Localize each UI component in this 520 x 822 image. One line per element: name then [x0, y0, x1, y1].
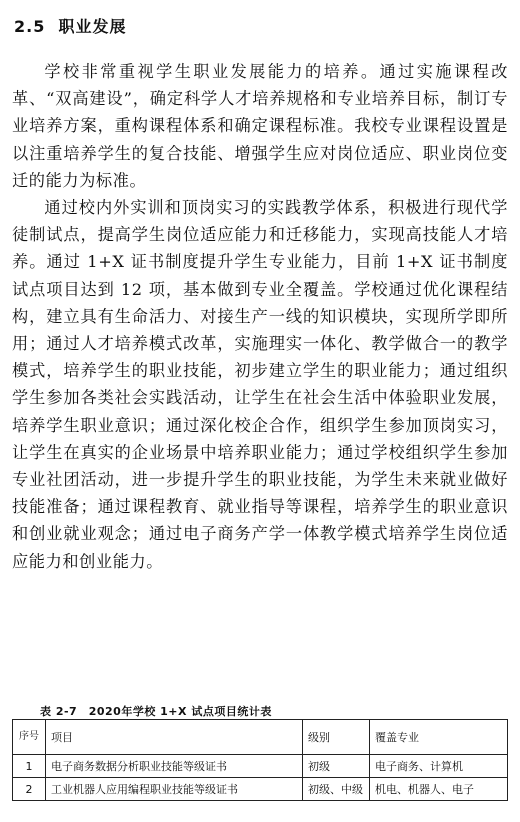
cell-item: 电子商务数据分析职业技能等级证书 [46, 755, 303, 778]
section-title: 职业发展 [58, 17, 127, 36]
section-number: 2.5 [14, 17, 46, 36]
header-level: 级别 [303, 720, 370, 755]
paragraph: 通过校内外实训和顶岗实习的实践教学体系，积极进行现代学徒制试点，提高学生岗位适应能力和迁移能力，实现高技能人才培养。通过 1+X 证书制度提升学生专业能力，目前 1+X 证书制度试点项目达到 12 项，基本做到专业全覆盖。学校通过优化课程结构，建立具有生命活力、对接生产一线的知识模块，实现所学即所用；通过人才培养模式改革，实施理实一体化、教学做合一的教学模式，培养学生的职业技能，初步建立学生的职业能力；通过组织学生参加各类社会实践活动，让学生在社会生活中体验职业发展，培养学生职业意识；通过深化校企合作，组织学生参加顶岗实习，让学生在真实的企业场景中培养职业能力；通过学校组织学生参加专业社团活动，进一步提升学生的职业技能，为学生未来就业做好技能准备；通过课程教育、就业指导等课程，培养学生的职业意识和创业就业观念；通过电子商务产学一体教学模式培养学生岗位适应能力和创业能力。 [12, 198, 508, 571]
header-item: 项目 [46, 720, 303, 755]
section-heading [14, 14, 127, 37]
table-caption: 表 2-7 2020年学校 1+X 试点项目统计表 [40, 705, 272, 718]
cell-item: 工业机器人应用编程职业技能等级证书 [46, 778, 303, 801]
header-no: 序号 [13, 720, 46, 755]
cell-level: 初级、中级 [303, 778, 370, 801]
cell-no: 1 [13, 755, 46, 778]
table-header-row [13, 720, 508, 755]
cell-majors: 电子商务、计算机 [370, 755, 508, 778]
cell-majors: 机电、机器人、电子 [370, 778, 508, 801]
pilot-projects-table [12, 719, 508, 801]
body-text [12, 58, 508, 575]
cell-level: 初级 [303, 755, 370, 778]
table-row [13, 778, 508, 801]
header-majors: 覆盖专业 [370, 720, 508, 755]
table-row [13, 755, 508, 778]
cell-no: 2 [13, 778, 46, 801]
paragraph: 学校非常重视学生职业发展能力的培养。通过实施课程改革、“双高建设”，确定科学人才培养规格和专业培养目标，制订专业培养方案，重构课程体系和确定课程标准。我校专业课程设置是以注重培养学生的复合技能、增强学生应对岗位适应、职业岗位变迁的能力为标准。 [12, 62, 508, 190]
